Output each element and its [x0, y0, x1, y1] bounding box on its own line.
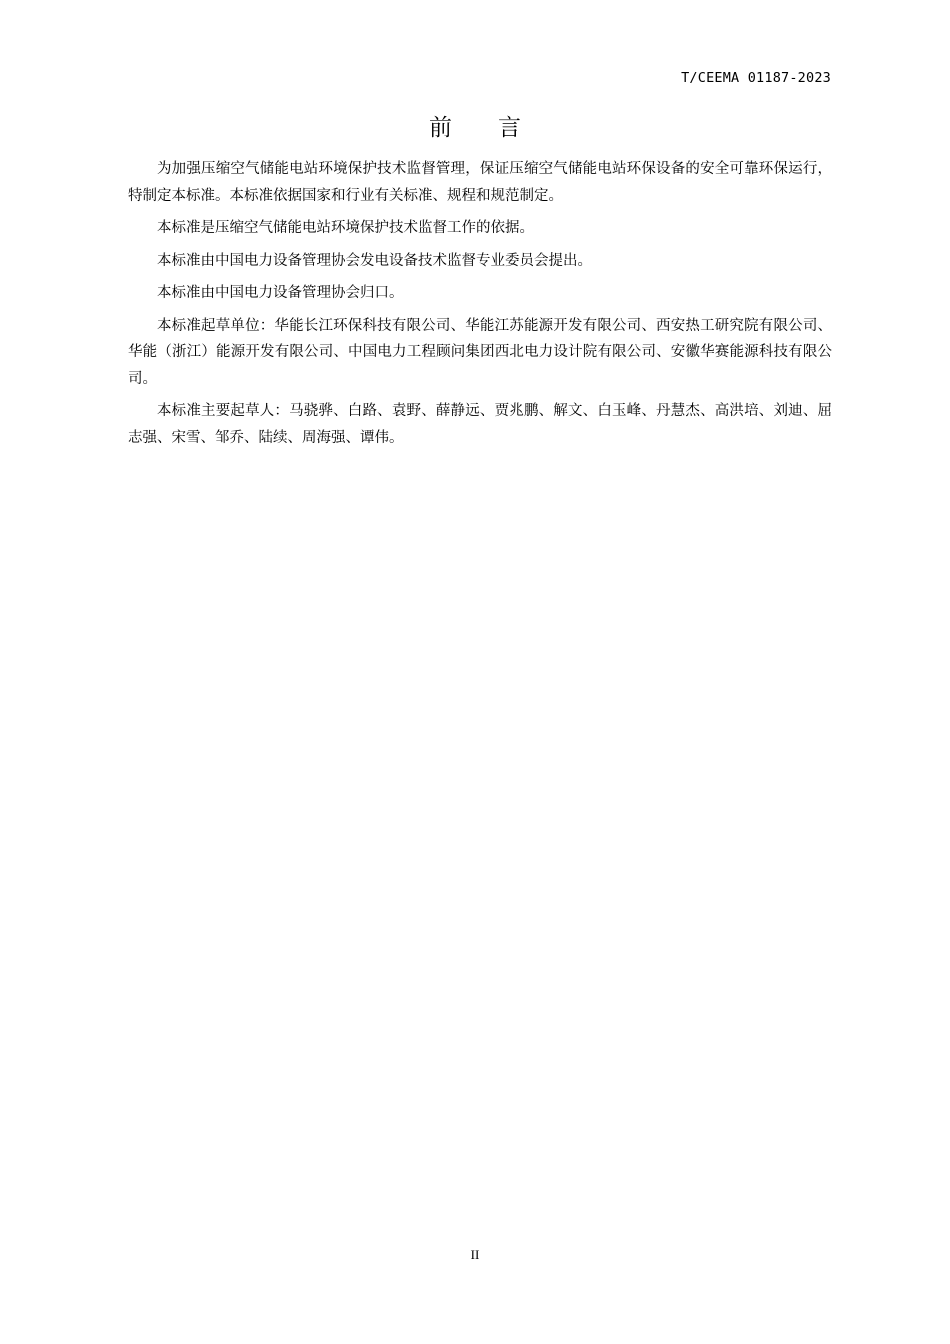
- standard-code: T/CEEMA 01187-2023: [681, 70, 831, 86]
- paragraph-drafting-units: 本标准起草单位：华能长江环保科技有限公司、华能江苏能源开发有限公司、西安热工研究院有限公司、华能（浙江）能源开发有限公司、中国电力工程顾问集团西北电力设计院有限公司、安徽华赛能源科技有限公司。: [128, 317, 832, 387]
- page-number: II: [470, 1247, 480, 1262]
- page-title: 前言: [429, 115, 567, 141]
- paragraph-basis: 本标准是压缩空气储能电站环境保护技术监督工作的依据。: [157, 220, 534, 236]
- paragraph-administrator: 本标准由中国电力设备管理协会归口。: [157, 285, 404, 301]
- foreword-body: [128, 156, 832, 457]
- paragraph-drafters: 本标准主要起草人：马骁骅、白路、袁野、薛静远、贾兆鹏、解文、白玉峰、丹慧杰、高洪培、刘迪、屈志强、宋雪、邹乔、陆续、周海强、谭伟。: [128, 403, 832, 446]
- paragraph-proposer: 本标准由中国电力设备管理协会发电设备技术监督专业委员会提出。: [157, 252, 592, 269]
- paragraph-purpose: 为加强压缩空气储能电站环境保护技术监督管理，保证压缩空气储能电站环保设备的安全可靠环保运行，特制定本标准。本标准依据国家和行业有关标准、规程和规范制定。: [128, 161, 832, 204]
